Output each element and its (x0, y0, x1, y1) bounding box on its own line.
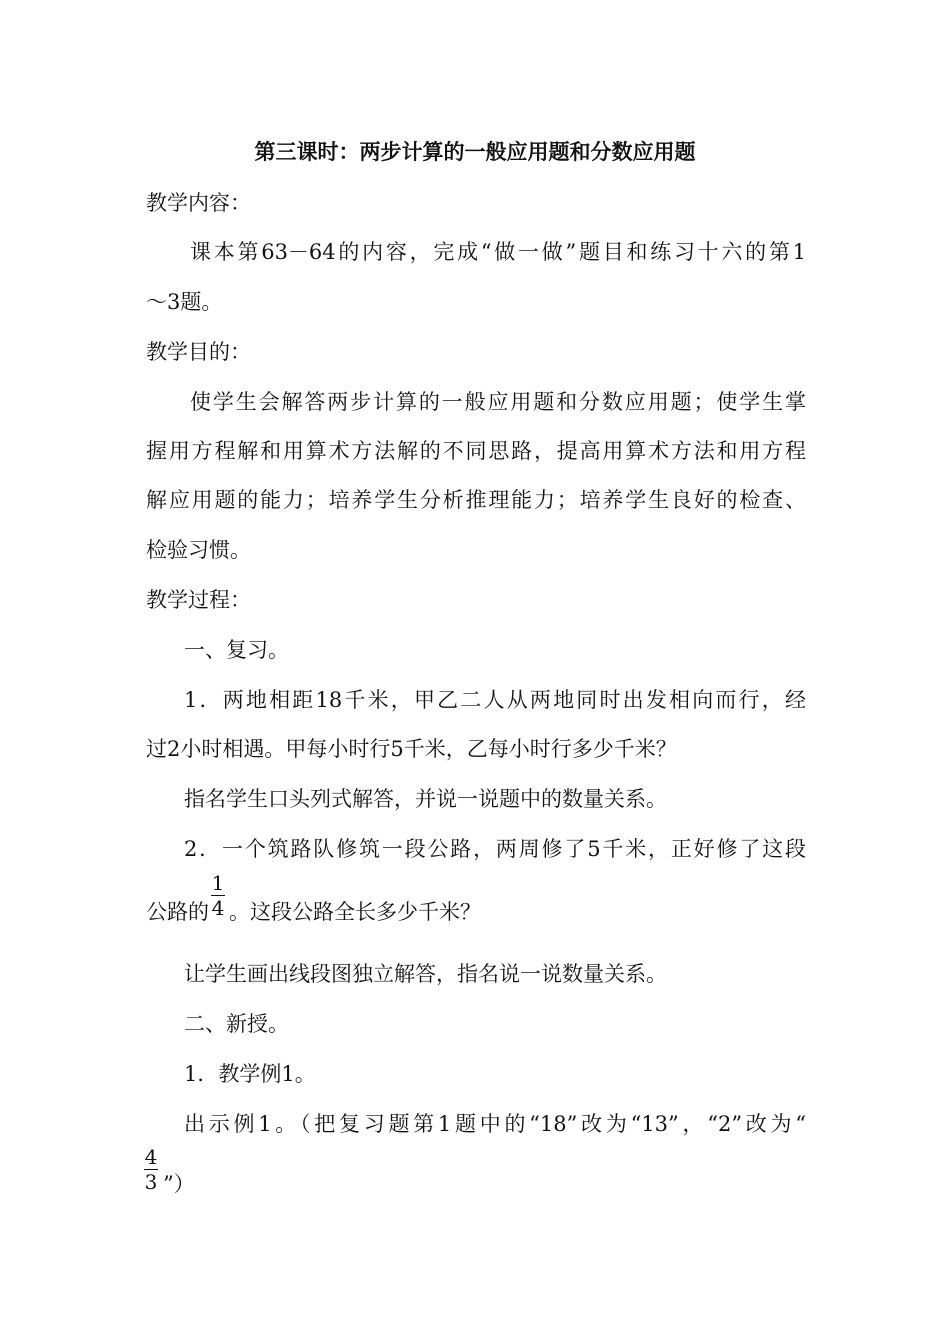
goal-paragraph-line-1: 使学生会解答两步计算的一般应用题和分数应用题；使学生掌 (190, 390, 806, 414)
example-line-1: 出示例1。（把复习题第1题中的“18”改为“13”，“2”改为“ (184, 1112, 806, 1136)
example-heading: 1．教学例1。 (184, 1062, 316, 1086)
question-2-line-1: 2．一个筑路队修筑一段公路，两周修了5千米，正好修了这段 (184, 837, 806, 861)
question-2-note: 让学生画出线段图独立解答，指名说一说数量关系。 (184, 962, 667, 986)
fraction-numerator: 1 (211, 871, 225, 895)
question-1-line-1: 1．两地相距18千米，甲乙二人从两地同时出发相向而行，经 (184, 688, 806, 712)
goal-heading: 教学目的： (146, 340, 251, 364)
goal-paragraph-line-3: 解应用题的能力；培养学生分析推理能力；培养学生良好的检查、 (146, 488, 806, 512)
fraction-denominator: 4 (211, 896, 225, 920)
new-lesson-heading: 二、新授。 (184, 1012, 289, 1036)
fraction-denominator: 3 (144, 1170, 158, 1194)
fraction-one-quarter (211, 872, 225, 919)
content-paragraph-line-2: ～3题。 (146, 290, 223, 314)
question-2-line-2-suffix: 。这段公路全长多少千米？ (229, 900, 481, 924)
review-heading: 一、复习。 (184, 638, 289, 662)
content-paragraph-line-1: 课本第63－64的内容，完成“做一做”题目和练习十六的第1 (190, 240, 806, 264)
question-1-line-2: 过2小时相遇。甲每小时行5千米，乙每小时行多少千米？ (146, 737, 677, 761)
goal-paragraph-line-2: 握用方程解和用算术方法解的不同思路，提高用算术方法和用方程 (146, 439, 806, 463)
goal-paragraph-line-4: 检验习惯。 (146, 538, 251, 562)
example-line-2-suffix: ”） (163, 1172, 195, 1196)
page-title: 第三课时：两步计算的一般应用题和分数应用题 (254, 140, 696, 164)
question-2-line-2-prefix: 公路的 (146, 900, 209, 924)
fraction-numerator: 4 (144, 1145, 158, 1169)
fraction-four-thirds (144, 1146, 158, 1193)
process-heading: 教学过程： (146, 588, 251, 612)
content-heading: 教学内容： (146, 191, 251, 215)
question-1-note: 指名学生口头列式解答，并说一说题中的数量关系。 (184, 787, 667, 811)
